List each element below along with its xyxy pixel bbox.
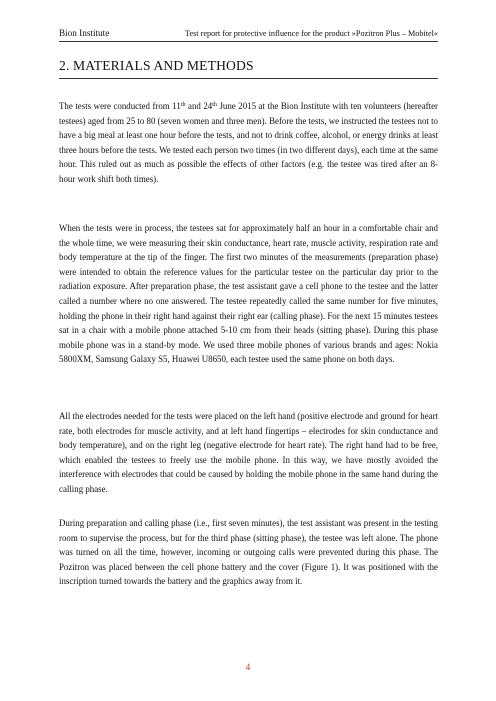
header-report-title: Test report for protective influence for the product »Pozitron Plus – Mobitel« [185, 29, 438, 38]
paragraph-test-procedure: When the tests were in process, the testees sat for approximately half an hour in a comfortable chair and the whole time, we were measuring their skin conductance, heart rate, muscle activity, respiration rate and body temperature at the tip of the finger. The first two minutes of the measurements (preparation phase) were intended to obtain the reference values for the particular testee on the particular day prior to the radiation exposure. After preparation phase, the test assistant gave a cell phone to the testee and the latter called a number where no one answered. The testee repeatedly called the same number for five minutes, holding the phone in their right hand against their right ear (calling phase). For the next 15 minutes testees sat in a chair with a mobile phone attached 5-10 cm from their heads (sitting phase). During this phase mobile phone was in a stand-by mode. We used three mobile phones of various brands and ages: Nokia 5800XM, Samsung Galaxy S5, Huawei U8650, each testee used the same phone on both days. [59, 223, 438, 365]
paragraph-test-schedule [59, 99, 438, 187]
paragraph-text: and 24 [185, 101, 213, 111]
ordinal-suffix: th [212, 102, 217, 108]
page-number: 4 [245, 662, 251, 672]
page-header [59, 28, 438, 38]
section-heading: 2. MATERIALS AND METHODS [59, 58, 254, 73]
paragraph-text: The tests were conducted from 11 [59, 101, 181, 111]
header-organization: Bion Institute [59, 28, 110, 38]
header-divider [59, 41, 438, 42]
section-heading-divider [59, 78, 438, 79]
ordinal-suffix: th [180, 102, 186, 108]
paragraph-electrodes: All the electrodes needed for the tests were placed on the left hand (positive electrode and ground for heart rate, both electrodes for muscle activity, and at left hand fingertips – electrodes for skin conductance and body temperature), and on the right leg (negative electrode for heart rate). The right hand had to be free, which enabled the testees to freely use the mobile phone. In this way, we have mostly avoided the interference with electrodes that could be caused by holding the mobile phone in the same hand during the calling phase. [59, 411, 439, 494]
paragraph-phases: During preparation and calling phase (i.e., first seven minutes), the test assistant was present in the testing room to supervise the process, but for the third phase (sitting phase), the testee was left alone. The phone was turned on all the time, however, incoming or outgoing calls were prevented during this phase. The Pozitron was placed between the cell phone battery and the cover (Figure 1). It was positioned with the inscription turned towards the battery and the graphics away from it. [59, 518, 438, 587]
paragraph-text: June 2015 at the Bion Institute with ten volunteers (hereafter testees) aged from 25 to 80 (seven women and three men). Before the tests, we instructed the testees not to have a big meal at least one hour before the tests, and not to drink coffee, alcohol, or energy drinks at least three hours before the tests. We tested each person two times (in two different days), each time at the same hour. This ruled out as much as possible the effects of other factors (e.g. the testee was tired after an 8-hour work shift both times). [59, 101, 439, 184]
